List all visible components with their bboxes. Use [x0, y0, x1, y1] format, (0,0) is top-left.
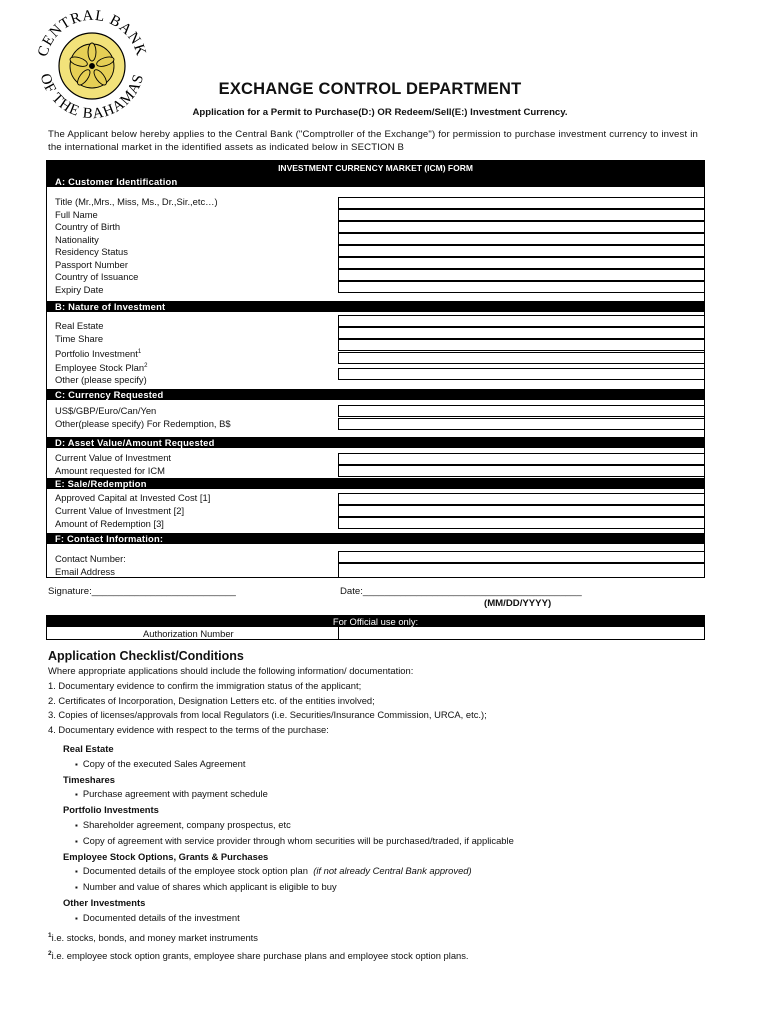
field-label-amount-of-redemption: Amount of Redemption [3] [55, 518, 164, 529]
checklist-intro: Where appropriate applications should include the following information/ documentation: [48, 665, 414, 676]
checklist-title: Application Checklist/Conditions [48, 649, 244, 663]
form-heading: INVESTMENT CURRENCY MARKET (ICM) FORM [47, 161, 704, 176]
input-full-name[interactable] [338, 209, 705, 221]
input-contact-number[interactable] [338, 551, 705, 563]
authorization-number-label: Authorization Number [143, 628, 234, 639]
authorization-number-field[interactable] [338, 627, 705, 639]
field-label-other-currency: Other(please specify) For Redemption, B$ [55, 418, 231, 429]
input-country-of-issuance[interactable] [338, 269, 705, 281]
footnote-1 [48, 928, 469, 946]
field-label-email-address: Email Address [55, 566, 115, 577]
category-portfolio-investments: Portfolio Investments [63, 804, 159, 816]
page-title: EXCHANGE CONTROL DEPARTMENT [218, 80, 522, 98]
field-label-full-name: Full Name [55, 208, 98, 220]
input-passport-number[interactable] [338, 257, 705, 269]
input-approved-capital[interactable] [338, 493, 705, 505]
field-label-real-estate: Real Estate [55, 320, 104, 331]
field-label-residency-status: Residency Status [55, 246, 128, 257]
input-title[interactable] [338, 197, 705, 209]
footnote-text: i.e. employee stock option grants, employee share purchase plans and employee stock option plans. [51, 950, 469, 962]
category-timeshares: Timeshares [63, 773, 115, 785]
date-format-hint: (MM/DD/YYYY) [484, 598, 552, 609]
field-label-approved-capital: Approved Capital at Invested Cost [1] [55, 492, 211, 503]
checklist-item: 2. Certificates of Incorporation, Designation Letters etc. of the entities involved; [48, 694, 375, 706]
bullet-item: ▪ Copy of the executed Sales Agreement [48, 757, 738, 773]
signature-line[interactable]: Signature:___________________________ [48, 586, 236, 597]
field-label-title: Title (Mr.,Mrs., Miss, Ms., Dr.,Sir.,etc…) [55, 196, 218, 207]
input-portfolio-investment[interactable] [338, 339, 705, 351]
logo-text-top: CENTRAL BANK [35, 7, 149, 59]
input-amount-requested[interactable] [338, 465, 705, 477]
bullet-text: Documented details of the employee stock option plan [82, 865, 308, 877]
bullet-note: (if not already Central Bank approved) [313, 865, 472, 877]
input-real-estate[interactable] [338, 315, 705, 327]
date-line[interactable]: Date:_________________________________________ [340, 586, 582, 597]
input-other[interactable] [338, 368, 705, 380]
central-bank-logo [30, 4, 154, 128]
footnote-ref-2: 2 [144, 363, 148, 369]
bullet-item: ▪ Documented details of the investment [48, 911, 738, 927]
section-b-header: B: Nature of Investment [47, 301, 704, 312]
official-use-heading: For Official use only: [47, 616, 704, 627]
checklist-item: 3. Copies of licenses/approvals from local Regulators (i.e. Securities/Insurance Commission, URCA, etc.); [48, 709, 487, 721]
section-a-header: A: Customer Identification [47, 176, 704, 187]
field-label-country-of-birth: Country of Birth [55, 221, 121, 232]
employee-stock-plan-text: Employee Stock Plan [55, 362, 145, 374]
logo-text-bottom: OF THE BAHAMAS [36, 71, 148, 123]
input-time-share[interactable] [338, 327, 705, 339]
input-country-of-birth[interactable] [338, 221, 705, 233]
field-label-currency: US$/GBP/Euro/Can/Yen [55, 405, 157, 416]
bullet-item [48, 864, 738, 880]
official-use-box [46, 615, 705, 640]
checklist-item: 1. Documentary evidence to confirm the immigration status of the applicant; [48, 679, 362, 691]
bullet-item: ▪ Shareholder agreement, company prospectus, etc [48, 818, 738, 834]
bullet-item: ▪ Number and value of shares which applicant is eligible to buy [48, 880, 738, 896]
field-label-contact-number: Contact Number: [55, 553, 126, 564]
page-subtitle: Application for a Permit to Purchase(D:) OR Redeem/Sell(E:) Investment Currency. [192, 107, 568, 118]
section-d-header: D: Asset Value/Amount Requested [47, 437, 704, 448]
footnote-2 [48, 946, 469, 964]
input-currency[interactable] [338, 405, 705, 417]
field-label-portfolio-investment [55, 346, 141, 361]
input-nationality[interactable] [338, 233, 705, 245]
input-employee-stock-plan[interactable] [338, 352, 705, 364]
field-label-time-share: Time Share [55, 332, 104, 344]
field-label-current-value-investment: Current Value of Investment [2] [55, 505, 185, 516]
field-label-passport-number: Passport Number [55, 258, 128, 270]
icm-form [46, 160, 705, 578]
field-label-nationality: Nationality [55, 233, 99, 245]
bullet-item: ▪ Copy of agreement with service provider through whom securities will be purchased/traded, if applicable [48, 834, 738, 850]
field-label-other: Other (please specify) [55, 374, 147, 385]
footnote-mark: 1 [48, 932, 52, 939]
portfolio-investment-text: Portfolio Investment [55, 348, 138, 360]
field-label-amount-requested: Amount requested for ICM [55, 465, 165, 476]
bullet-item: ▪ Purchase agreement with payment schedule [48, 787, 738, 803]
footnote-ref-1: 1 [137, 349, 142, 355]
checklist-item: 4. Documentary evidence with respect to the terms of the purchase: [48, 724, 329, 736]
checklist-body [48, 664, 738, 927]
footnote-mark: 2 [48, 950, 52, 958]
field-label-current-value: Current Value of Investment [55, 452, 172, 463]
footnotes [48, 928, 469, 964]
input-amount-of-redemption[interactable] [338, 517, 705, 529]
input-email-address[interactable] [338, 563, 705, 578]
field-label-country-of-issuance: Country of Issuance [55, 271, 139, 282]
input-current-value-investment[interactable] [338, 505, 705, 517]
section-e-header: E: Sale/Redemption [47, 478, 704, 489]
input-residency-status[interactable] [338, 245, 705, 257]
section-f-header: F: Contact Information: [47, 533, 704, 544]
field-label-expiry-date: Expiry Date [55, 283, 104, 295]
category-employee-stock-options: Employee Stock Options, Grants & Purchases [63, 850, 269, 862]
input-current-value[interactable] [338, 453, 705, 465]
input-expiry-date[interactable] [338, 281, 705, 293]
category-other-investments: Other Investments [63, 896, 146, 908]
category-real-estate: Real Estate [63, 742, 114, 754]
field-label-employee-stock-plan [55, 360, 147, 375]
intro-paragraph: The Applicant below hereby applies to the Central Bank ("Comptroller of the Exchange") for permission to purchase investment currency to invest in the international market in the identified assets as indicated below in SECTION B [48, 129, 698, 153]
footnote-text: i.e. stocks, bonds, and money market instruments [51, 932, 258, 944]
input-other-currency[interactable] [338, 418, 705, 430]
section-c-header: C: Currency Requested [47, 389, 704, 400]
